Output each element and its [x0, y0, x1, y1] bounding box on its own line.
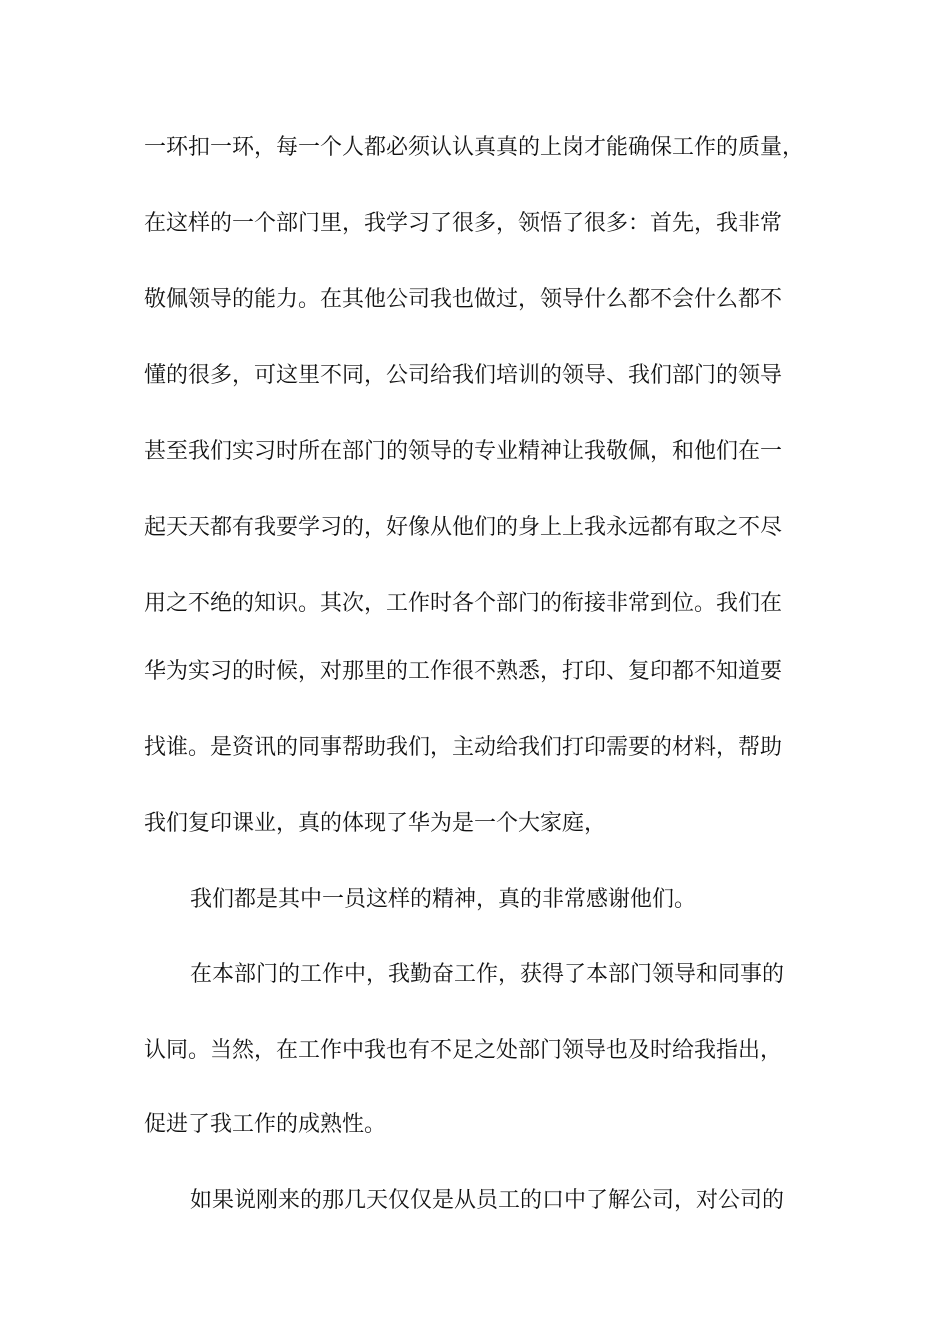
text-line: 一环扣一环，每一个人都必须认认真真的上岗才能确保工作的质量，	[144, 135, 805, 160]
text-line: 促进了我工作的成熟性。	[144, 1112, 387, 1137]
text-line: 在这样的一个部门里，我学习了很多，领悟了很多：首先，我非常	[144, 211, 783, 236]
paragraph-first-line: 在本部门的工作中，我勤奋工作，获得了本部门领导和同事的	[190, 962, 785, 987]
text-line: 敬佩领导的能力。在其他公司我也做过，领导什么都不会什么都不	[144, 287, 783, 312]
text-line: 认同。当然，在工作中我也有不足之处部门领导也及时给我指出，	[144, 1038, 783, 1063]
paragraph-first-line: 我们都是其中一员这样的精神，真的非常感谢他们。	[190, 887, 697, 912]
text-line: 找谁。是资讯的同事帮助我们，主动给我们打印需要的材料，帮助	[144, 735, 783, 760]
text-line: 用之不绝的知识。其次，工作时各个部门的衔接非常到位。我们在	[144, 591, 783, 616]
text-line: 起天天都有我要学习的，好像从他们的身上上我永远都有取之不尽	[144, 515, 783, 540]
text-line: 华为实习的时候，对那里的工作很不熟悉，打印、复印都不知道要	[144, 659, 783, 684]
paragraph-first-line: 如果说刚来的那几天仅仅是从员工的口中了解公司，对公司的	[190, 1188, 785, 1213]
text-line: 懂的很多，可这里不同，公司给我们培训的领导、我们部门的领导	[144, 363, 783, 388]
text-line: 我们复印课业，真的体现了华为是一个大家庭，	[144, 811, 607, 836]
text-line: 甚至我们实习时所在部门的领导的专业精神让我敬佩，和他们在一	[144, 439, 783, 464]
